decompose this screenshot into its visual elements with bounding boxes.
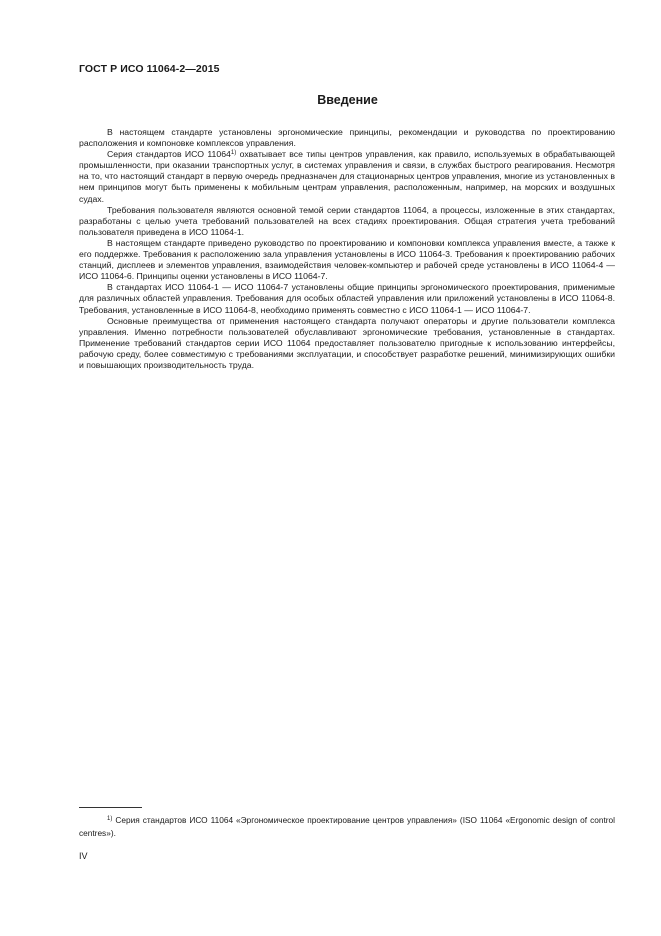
footnote-mark: 1) <box>107 816 113 822</box>
section-title <box>0 93 661 107</box>
paragraph-5: В стандартах ИСО 11064-1 — ИСО 11064-7 установлены общие принципы эргономического проектирования, применимые для различных областей управления. Требования для особых областей управления или приложений установлены в ИСО 11064-8. Требования, установленные в ИСО 11064-8, необходимо применять совместно с ИСО 11064-1 — ИСО 11064-7. <box>79 282 615 315</box>
document-header: ГОСТ Р ИСО 11064-2—2015 <box>79 63 220 75</box>
footnote-divider <box>79 807 142 808</box>
footnote-reference[interactable]: 1) <box>230 150 237 157</box>
paragraph-1: В настоящем стандарте установлены эргономические принципы, рекомендации и руководства по проектированию расположения и компоновке комплексов управления. <box>79 127 615 149</box>
paragraph-4: В настоящем стандарте приведено руководство по проектированию и компоновки комплекса управления вместе, а также к его поддержке. Требования к расположению зала управления установлены в ИСО 11064-3. Требования к проектированию рабочих станций, дисплеев и элементов управления, взаимодействия человек-компьютер и рабочей среде установлены в ИСО 11064-4 — ИСО 11064-6. Принципы оценки установлены в ИСО 11064-7. <box>79 237 615 282</box>
section-title-text: Введение <box>317 93 378 107</box>
paragraph-6: Основные преимущества от применения настоящего стандарта получают операторы и другие пользователи комплекса управления. Именно потребности пользователей обуславливают эргономические требования, установленные в стандартах. Применение требований стандартов серии ИСО 11064 предоставляет пользователю пригодные к использованию интерфейсы, рабочую среду, более совместимую с требованиями эксплуатации, и способствует разработке решений, минимизирующих ошибки и повышающих производительность труда. <box>79 315 615 370</box>
paragraph-2-rest: охватывает все типы центров управления, как правило, используемых в обрабатывающей промышленности, при оказании транспортных услуг, в системах управления и связи, в службах быстрого реагирования. Несмотря на то, что настоящий стандарт в первую очередь предназначен для стационарных центров управления, многие из установленных в нем принципов могут быть применены к мобильным центрам управления, расположенным, например, на морских и воздушных судах. <box>79 149 616 204</box>
page-number: IV <box>79 851 88 861</box>
footnote-text <box>79 814 615 839</box>
footnote <box>79 814 615 839</box>
document-body <box>79 127 615 371</box>
footnote-body: Серия стандартов ИСО 11064 «Эргономическое проектирование центров управления» (ISO 11064 «Ergonomic design of control centres»). <box>79 815 615 838</box>
paragraph-2-start: Серия стандартов ИСО 11064 <box>107 149 231 160</box>
paragraph-2 <box>79 149 615 204</box>
paragraph-3: Требования пользователя являются основной темой серии стандартов 11064, а процессы, изложенные в этих стандартах, разработаны с целью учета требований пользователей на всех стадиях проектирования. Общая стратегия учета требований пользователя приведена в ИСО 11064-1. <box>79 204 615 237</box>
